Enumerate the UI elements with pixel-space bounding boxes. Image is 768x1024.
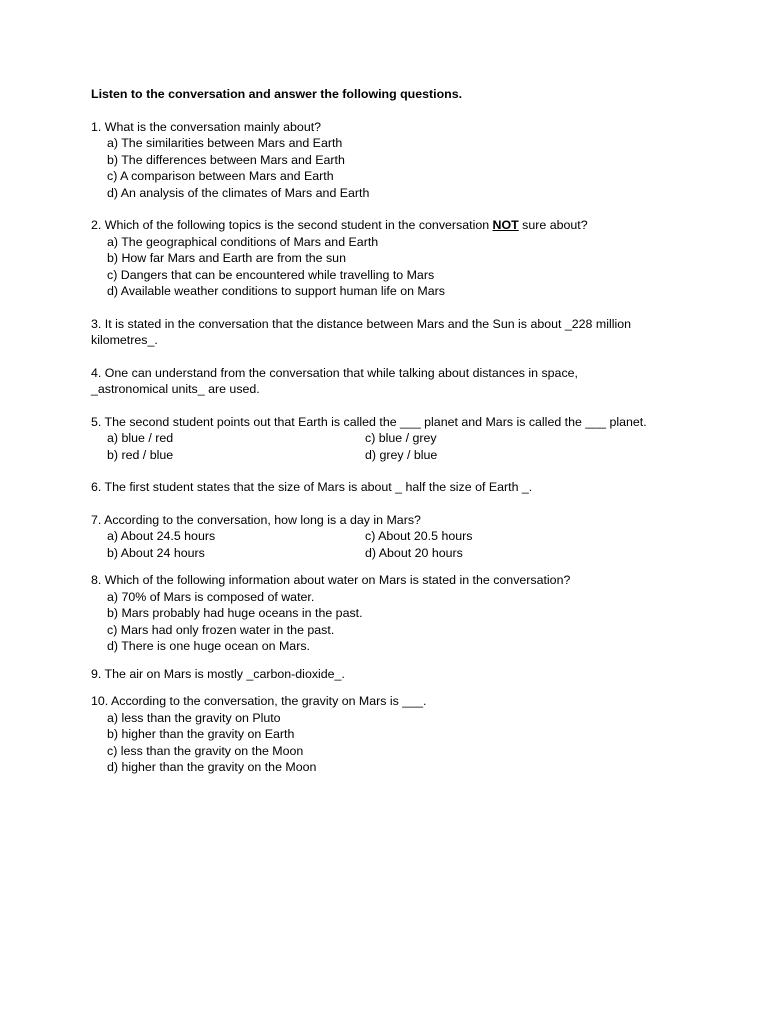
question-3-line-1: 3. It is stated in the conversation that the distance between Mars and the Sun is about _228 million	[91, 316, 632, 331]
question-1	[91, 119, 691, 202]
question-7	[91, 512, 691, 562]
option-2b: b) How far Mars and Earth are from the sun	[107, 251, 346, 265]
option-7a: a) About 24.5 hours	[107, 529, 216, 543]
question-2-text-after: sure about?	[518, 218, 588, 232]
question-8-text: 8. Which of the following information about water on Mars is stated in the conversation?	[91, 573, 571, 587]
question-9	[91, 666, 691, 683]
question-3	[91, 316, 691, 349]
option-10d: d) higher than the gravity on the Moon	[107, 760, 317, 774]
option-8c: c) Mars had only frozen water in the past.	[107, 622, 335, 637]
question-10	[91, 693, 691, 776]
option-2d: d) Available weather conditions to support human life on Mars	[107, 284, 445, 298]
option-8a: a) 70% of Mars is composed of water.	[107, 589, 315, 604]
question-5-text: 5. The second student points out that Earth is called the ___ planet and Mars is called the ___ planet.	[91, 414, 647, 429]
option-5c: c) blue / grey	[365, 431, 437, 445]
question-6-text: 6. The first student states that the size of Mars is about _ half the size of Earth _.	[91, 480, 533, 494]
question-2-text	[91, 217, 691, 234]
option-5a: a) blue / red	[107, 431, 174, 445]
option-8b: b) Mars probably had huge oceans in the past.	[107, 606, 363, 620]
question-10-text: 10. According to the conversation, the gravity on Mars is ___.	[91, 694, 427, 708]
question-1-text: 1. What is the conversation mainly about?	[91, 119, 322, 134]
option-5d: d) grey / blue	[365, 447, 438, 462]
option-2c: c) Dangers that can be encountered while travelling to Mars	[107, 267, 435, 282]
option-7b: b) About 24 hours	[107, 545, 205, 560]
question-4	[91, 365, 691, 398]
question-2	[91, 217, 691, 300]
option-7d: d) About 20 hours	[365, 545, 463, 560]
question-3-line-2: kilometres_.	[91, 333, 158, 347]
option-1c: c) A comparison between Mars and Earth	[107, 169, 334, 183]
instructions-heading: Listen to the conversation and answer the following questions.	[91, 87, 463, 101]
option-1b: b) The differences between Mars and Earth	[107, 152, 345, 167]
question-2-emphasis: NOT	[492, 218, 519, 232]
question-5-options	[91, 430, 691, 463]
question-5	[91, 414, 691, 464]
option-5b: b) red / blue	[107, 447, 174, 462]
option-7c: c) About 20.5 hours	[365, 529, 473, 543]
question-6	[91, 479, 691, 496]
option-1d: d) An analysis of the climates of Mars and Earth	[107, 185, 370, 200]
option-10a: a) less than the gravity on Pluto	[107, 710, 281, 725]
option-10b: b) higher than the gravity on Earth	[107, 727, 295, 741]
option-2a: a) The geographical conditions of Mars and Earth	[107, 234, 379, 249]
option-1a: a) The similarities between Mars and Earth	[107, 136, 343, 150]
option-8d: d) There is one huge ocean on Mars.	[107, 639, 310, 653]
question-7-options	[91, 528, 691, 561]
question-7-text: 7. According to the conversation, how long is a day in Mars?	[91, 512, 421, 527]
worksheet	[91, 86, 691, 792]
question-4-line-1: 4. One can understand from the conversation that while talking about distances in space,	[91, 365, 578, 380]
question-2-text-before: 2. Which of the following topics is the second student in the conversation	[91, 218, 493, 232]
question-4-line-2: _astronomical units_ are used.	[91, 382, 260, 396]
question-9-text: 9. The air on Mars is mostly _carbon-dioxide_.	[91, 666, 345, 681]
option-10c: c) less than the gravity on the Moon	[107, 743, 304, 758]
question-8	[91, 572, 691, 655]
